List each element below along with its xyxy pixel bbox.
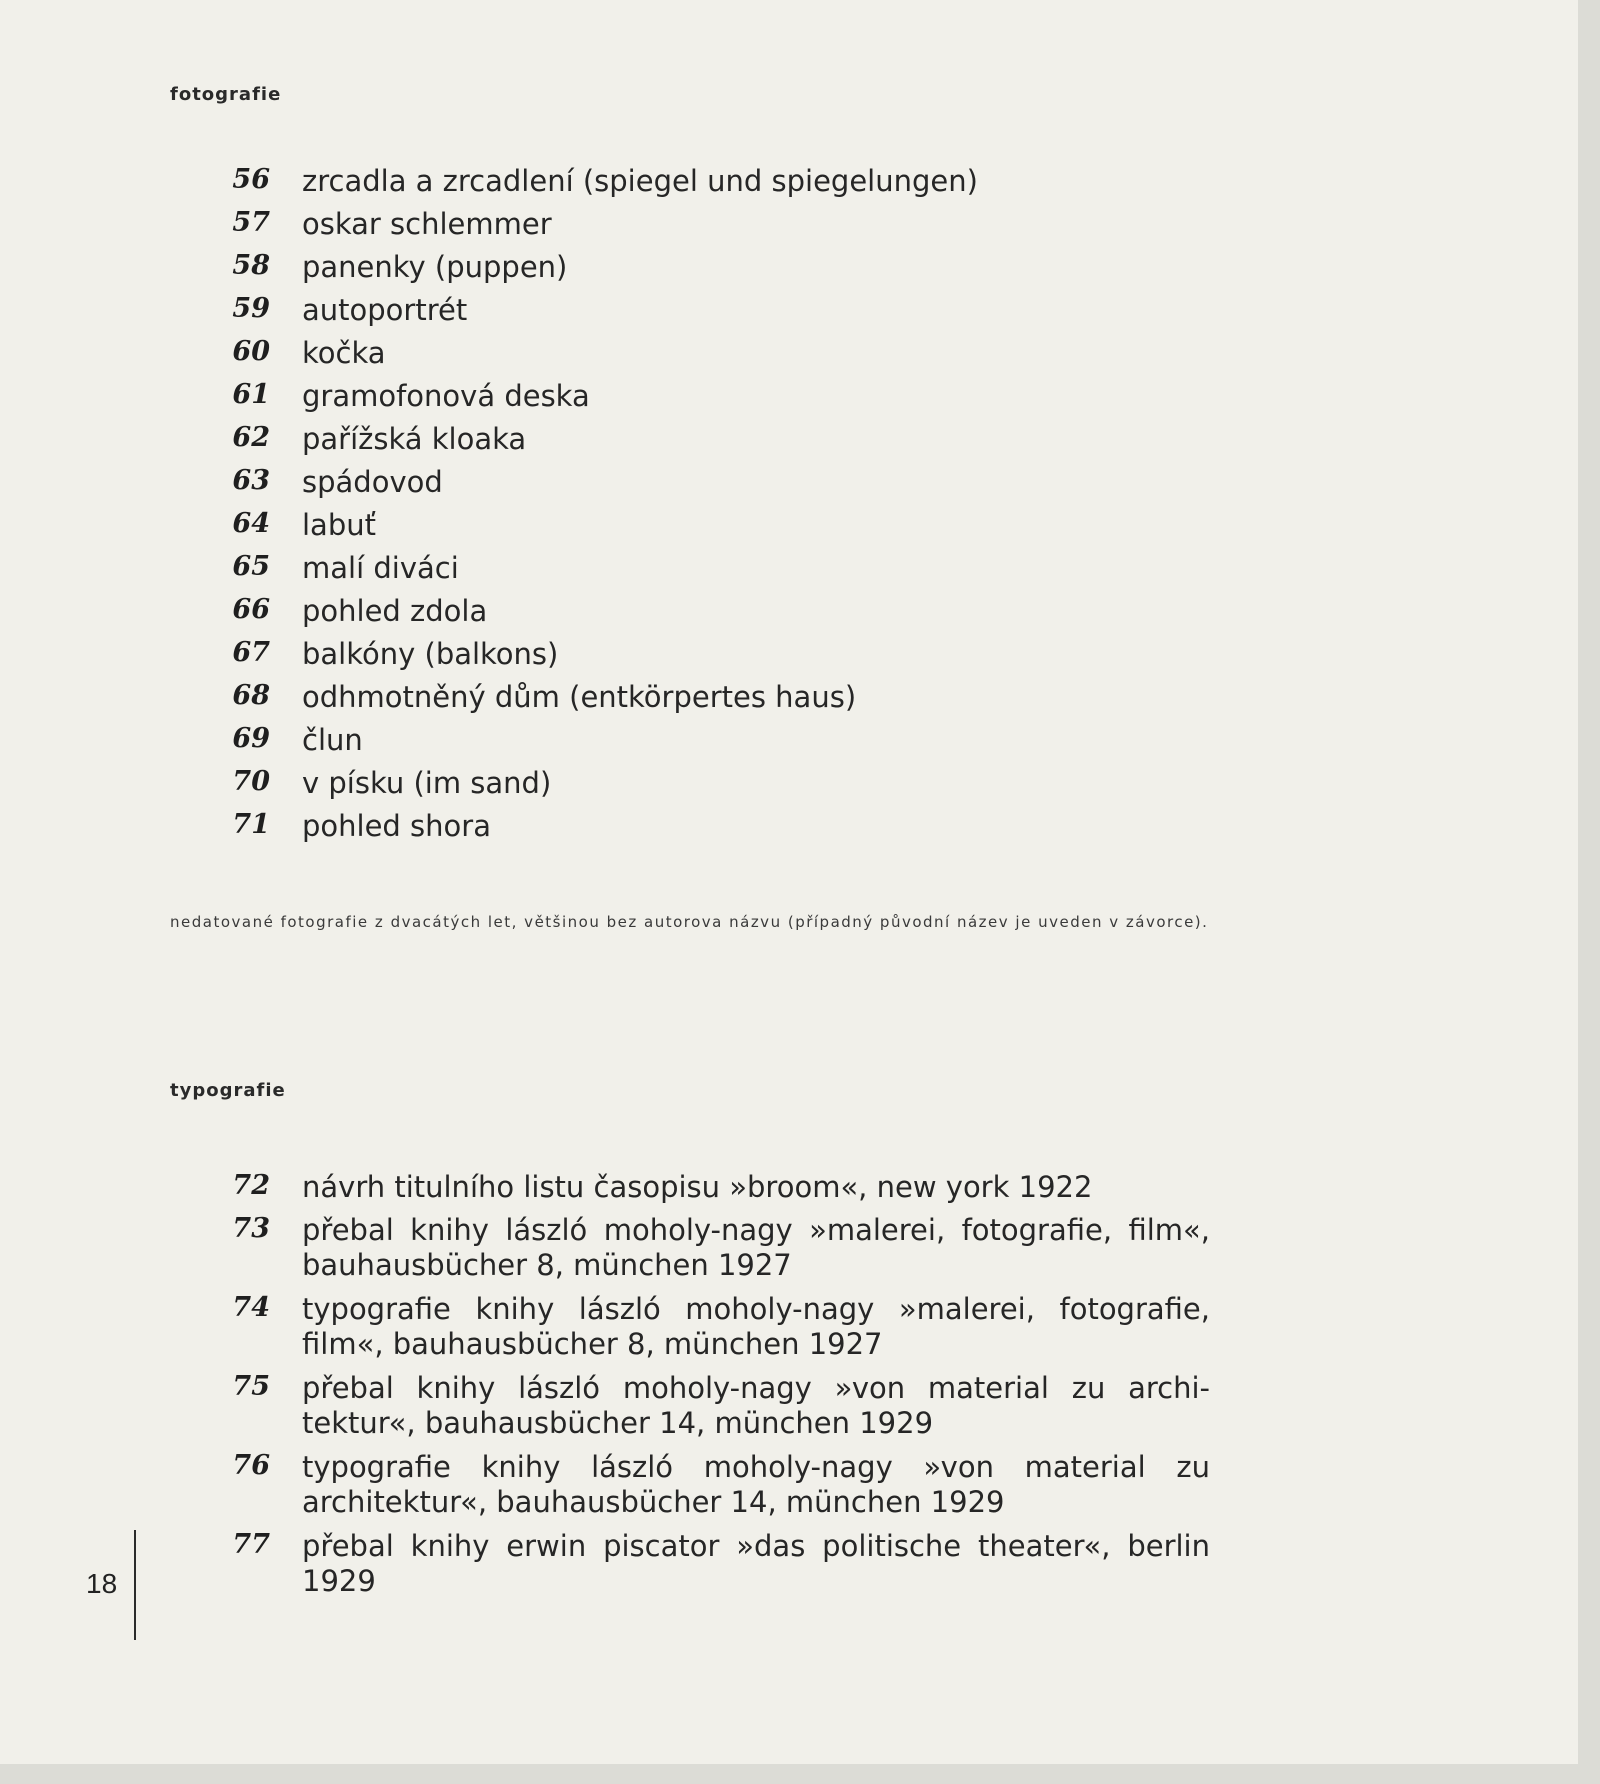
item-title: pařížská kloaka [302,422,527,456]
item-number: 69 [232,723,270,754]
item-title: typografie knihy lászló moholy-nagy »von material zu architektur«, bauhausbücher 14, münchen 1929 [302,1450,1210,1519]
list-item [0,1213,1600,1282]
item-title: gramofonová deska [302,379,590,413]
item-title: přebal knihy lászló moholy-nagy »malerei, fotografie, film«, bauhausbücher 8, münchen 1927 [302,1213,1210,1282]
item-title: pohled shora [302,809,491,843]
item-number: 75 [232,1371,270,1402]
item-title: panenky (puppen) [302,250,568,284]
item-title: pohled zdola [302,594,488,628]
list-item [0,680,1600,724]
item-number: 76 [232,1450,270,1481]
item-number: 68 [232,680,270,711]
item-number: 60 [232,336,270,367]
item-number: 63 [232,465,270,496]
item-title: balkóny (balkons) [302,637,559,671]
item-number: 59 [232,293,270,324]
list-item [0,422,1600,466]
item-number: 67 [232,637,270,668]
list-item [0,766,1600,810]
item-title: v písku (im sand) [302,766,552,800]
item-number: 74 [232,1292,270,1323]
section-heading-fotografie: fotografie [170,84,282,105]
item-number: 62 [232,422,270,453]
item-title: malí diváci [302,551,459,585]
item-number: 73 [232,1213,270,1244]
list-item [0,164,1600,208]
item-title: spádovod [302,465,443,499]
item-number: 64 [232,508,270,539]
list-item [0,637,1600,681]
item-number: 58 [232,250,270,281]
list-item [0,250,1600,294]
list-item [0,207,1600,251]
list-item [0,551,1600,595]
list-item [0,293,1600,337]
list-item [0,1371,1600,1440]
item-title: člun [302,723,363,757]
list-item [0,1450,1600,1519]
page-number: 18 [86,1568,118,1599]
item-number: 66 [232,594,270,625]
item-title: přebal knihy lászló moholy-nagy »von material zu archi-tektur«, bauhausbücher 14, münchen 1929 [302,1371,1210,1440]
section-heading-typografie: typografie [170,1080,286,1101]
item-number: 65 [232,551,270,582]
list-item [0,1292,1600,1361]
item-number: 57 [232,207,270,238]
item-number: 61 [232,379,270,410]
item-title: kočka [302,336,386,370]
footnote: nedatované fotografie z dvacátých let, většinou bez autorova názvu (případný původní název je uveden v závorce). [170,913,1209,931]
item-title: autoportrét [302,293,468,327]
list-item [0,336,1600,380]
list-item [0,465,1600,509]
item-number: 70 [232,766,270,797]
list-item [0,594,1600,638]
item-title: typografie knihy lászló moholy-nagy »malerei, fotografie, film«, bauhausbücher 8, münchen 1927 [302,1292,1210,1361]
list-item [0,809,1600,853]
item-title: zrcadla a zrcadlení (spiegel und spiegelungen) [302,164,978,198]
item-title: návrh titulního listu časopisu »broom«, new york 1922 [302,1170,1093,1204]
item-number: 71 [232,809,270,840]
margin-rule [134,1530,136,1640]
item-title: přebal knihy erwin piscator »das politische theater«, berlin 1929 [302,1529,1210,1598]
list-item [0,379,1600,423]
item-title: oskar schlemmer [302,207,552,241]
list-item [0,723,1600,767]
item-number: 77 [232,1529,270,1560]
list-item [0,508,1600,552]
item-number: 72 [232,1170,270,1201]
item-title: odhmotněný dům (entkörpertes haus) [302,680,857,714]
list-item [0,1170,1600,1214]
item-title: labuť [302,508,376,542]
item-number: 56 [232,164,270,195]
